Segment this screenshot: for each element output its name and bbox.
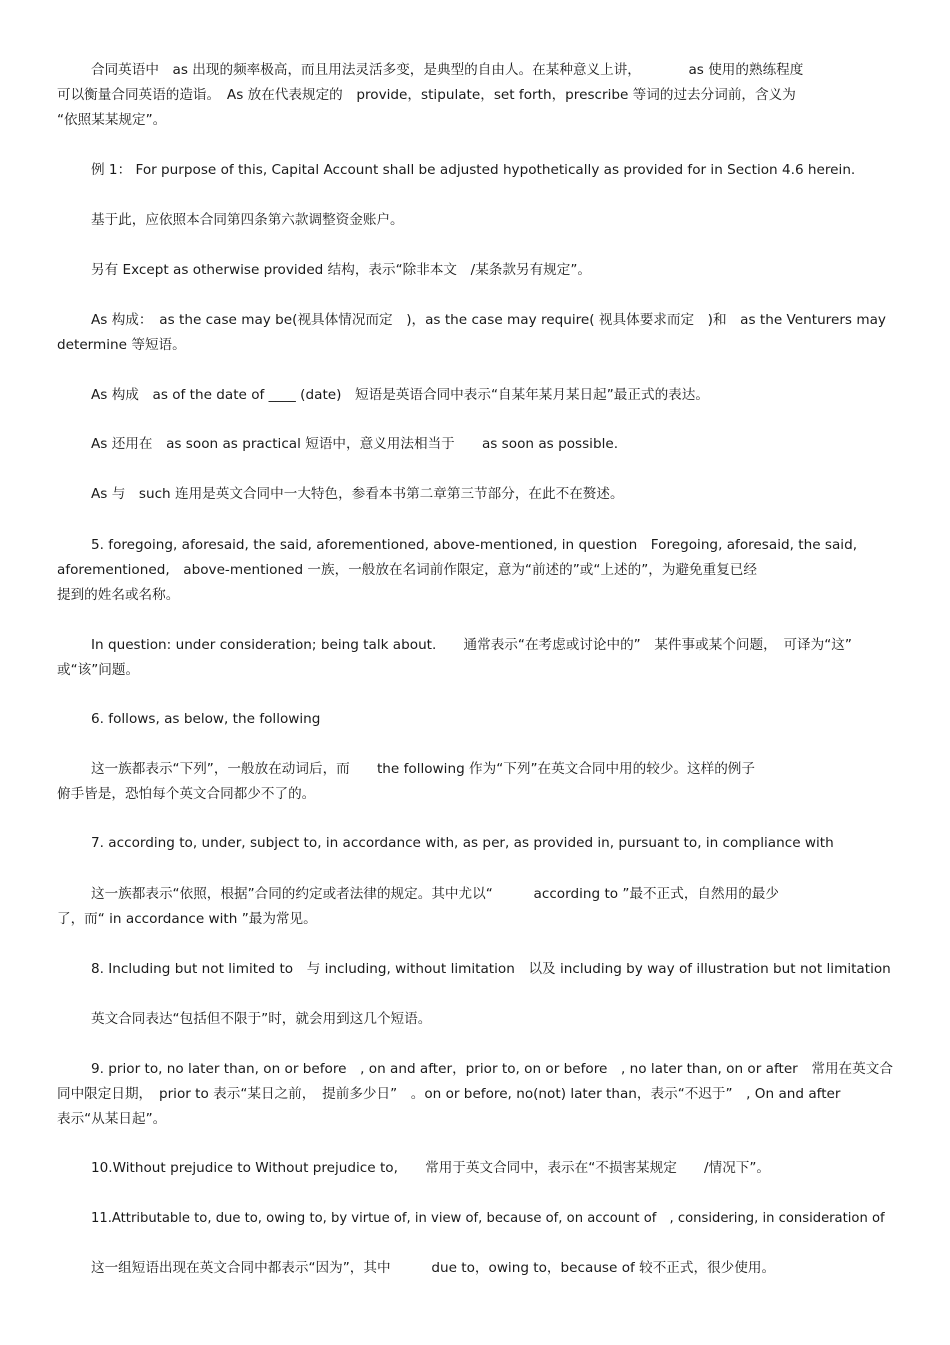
text-line: 这一族都表示“依照，根据”合同的约定或者法律的规定。其中尤以“ according to ”最不正式，自然用的最少 bbox=[91, 886, 779, 902]
paragraph-example-1-translation bbox=[57, 208, 893, 233]
paragraph-as-soon-as-practical bbox=[57, 432, 893, 457]
text-line: 表示“从某日起”。 bbox=[57, 1111, 167, 1127]
text-line: 俯手皆是，恐怕每个英文合同都少不了的。 bbox=[57, 786, 316, 802]
text-line: 5. foregoing, aforesaid, the said, aforementioned, above-mentioned, in question Foregoing, aforesaid, the said, bbox=[91, 537, 858, 553]
text-line: 这一组短语出现在英文合同中都表示“因为”，其中 due to，owing to，because of 较不正式，很少使用。 bbox=[91, 1260, 776, 1276]
text-line: 11.Attributable to, due to, owing to, by virtue of, in view of, because of, on account of , considering, in consideration of bbox=[91, 1211, 885, 1226]
paragraph-item-7-according-to bbox=[57, 831, 893, 856]
paragraph-because-explanation bbox=[57, 1256, 893, 1281]
paragraph-including-explanation bbox=[57, 1007, 893, 1032]
text-line: 可以衡量合同英语的造诣。 As 放在代表规定的 provide，stipulate，set forth，prescribe 等词的过去分词前，含义为 bbox=[57, 87, 796, 103]
text-line: 10.Without prejudice to Without prejudice to, 常用于英文合同中，表示在“不损害某规定 /情况下”。 bbox=[91, 1160, 771, 1176]
paragraph-as-usage-intro bbox=[57, 58, 893, 133]
text-line: As 与 such 连用是英文合同中一大特色，参看本书第二章第三节部分，在此不在赘述。 bbox=[91, 486, 624, 502]
text-line: 或“该”问题。 bbox=[57, 662, 140, 678]
text-line: 了，而“ in accordance with ”最为常见。 bbox=[57, 911, 317, 927]
paragraph-in-question bbox=[57, 633, 893, 683]
text-line: 例 1： For purpose of this, Capital Account shall be adjusted hypothetically as provided for in Section 4.6 herein. bbox=[91, 162, 856, 178]
text-line: As 构成： as the case may be(视具体情况而定 )，as the case may require( 视具体要求而定 )和 as the Venturers may bbox=[91, 312, 886, 328]
text-line: “依照某某规定”。 bbox=[57, 112, 167, 128]
text-line: aforementioned, above-mentioned 一族，一般放在名词前作限定，意为“前述的”或“上述的”，为避免重复已经 bbox=[57, 562, 757, 578]
text-line: In question: under consideration; being talk about. 通常表示“在考虑或讨论中的” 某件事或某个问题， 可译为“这” bbox=[91, 637, 852, 653]
text-line: 7. according to, under, subject to, in accordance with, as per, as provided in, pursuant to, in compliance with bbox=[91, 835, 834, 851]
paragraph-example-1 bbox=[57, 158, 893, 183]
text-line: 提到的姓名或名称。 bbox=[57, 587, 180, 603]
text-line: 6. follows, as below, the following bbox=[91, 711, 321, 727]
paragraph-following-explanation bbox=[57, 757, 893, 807]
text-line: As 还用在 as soon as practical 短语中，意义用法相当于 as soon as possible. bbox=[91, 436, 619, 452]
paragraph-item-5-foregoing bbox=[57, 533, 893, 608]
paragraph-item-8-including bbox=[57, 957, 893, 982]
paragraph-item-6-follows bbox=[57, 707, 893, 732]
text-line: 另有 Except as otherwise provided 结构，表示“除非本文 /某条款另有规定”。 bbox=[91, 262, 591, 278]
paragraph-as-such bbox=[57, 482, 893, 507]
text-line: 8. Including but not limited to 与 including, without limitation 以及 including by way of illustration but not limitation bbox=[91, 961, 891, 977]
paragraph-according-to-explanation bbox=[57, 882, 893, 932]
paragraph-item-9-prior-to bbox=[57, 1057, 893, 1132]
text-line: 这一族都表示“下列”，一般放在动词后，而 the following 作为“下列”在英文合同中用的较少。这样的例子 bbox=[91, 761, 755, 777]
paragraph-item-10-without-prejudice bbox=[57, 1156, 893, 1181]
paragraph-item-11-attributable-to bbox=[57, 1206, 893, 1231]
paragraph-except-as-provided bbox=[57, 258, 893, 283]
paragraph-as-of-date bbox=[57, 383, 893, 408]
paragraph-as-phrases bbox=[57, 308, 893, 358]
text-line: 基于此，应依照本合同第四条第六款调整资金账户。 bbox=[91, 212, 404, 228]
text-line: 同中限定日期， prior to 表示“某日之前， 提前多少日” 。on or before, no(not) later than，表示“不迟于” , On and after bbox=[57, 1086, 841, 1102]
text-line: 9. prior to, no later than, on or before , on and after，prior to, on or before , no later than, on or after 常用在英文合 bbox=[91, 1061, 893, 1077]
text-line: determine 等短语。 bbox=[57, 337, 186, 353]
text-line: As 构成 as of the date of ____ (date) 短语是英语合同中表示“自某年某月某日起”最正式的表达。 bbox=[91, 387, 709, 403]
text-line: 英文合同表达“包括但不限于”时，就会用到这几个短语。 bbox=[91, 1011, 432, 1027]
text-line: 合同英语中 as 出现的频率极高，而且用法灵活多变，是典型的自由人。在某种意义上讲， as 使用的熟练程度 bbox=[91, 62, 804, 78]
